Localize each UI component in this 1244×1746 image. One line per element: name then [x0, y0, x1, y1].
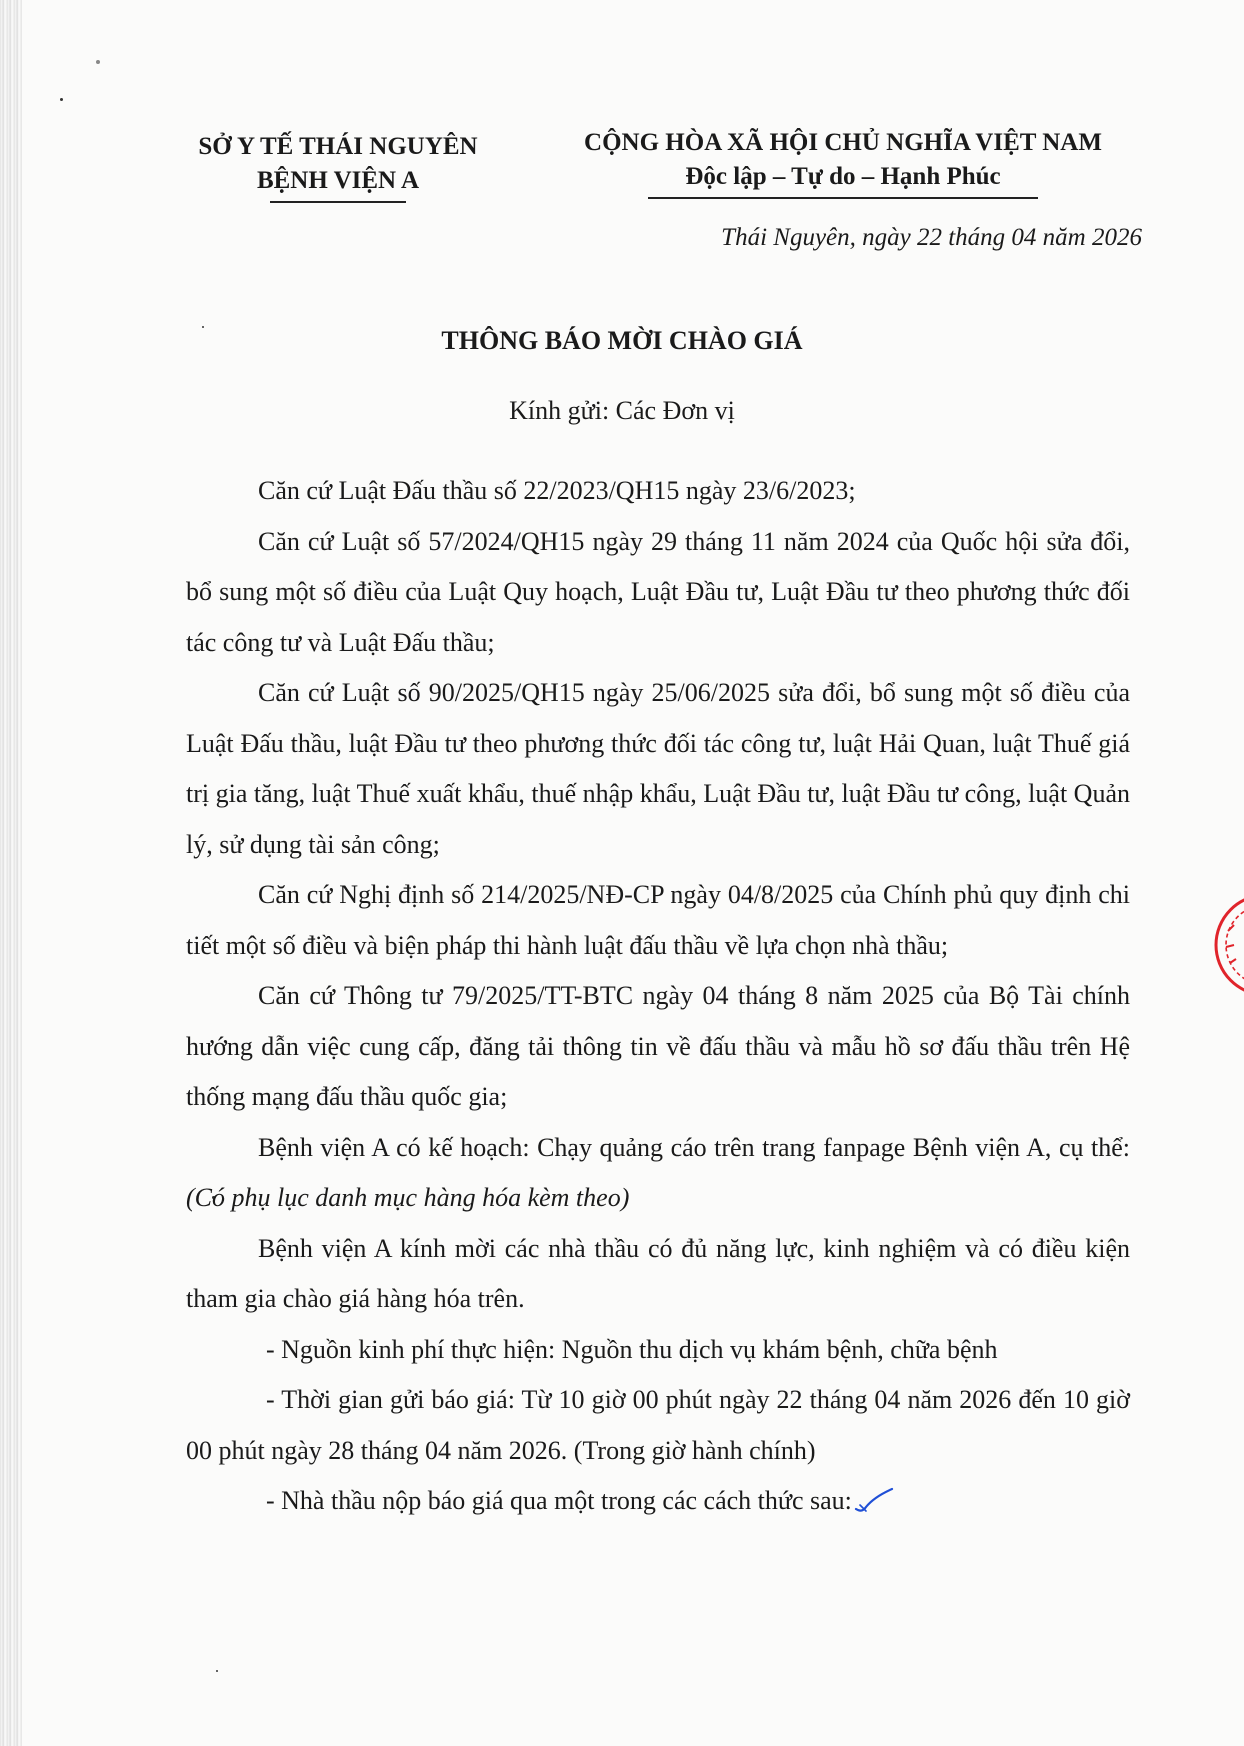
- scan-speck: [96, 60, 100, 64]
- scan-speck: [216, 1670, 218, 1672]
- appendix-note: (Có phụ lục danh mục hàng hóa kèm theo): [186, 1183, 630, 1212]
- plan-paragraph: [186, 1123, 1130, 1224]
- submission-methods: [186, 1476, 1130, 1527]
- recipient-line: Kính gửi: Các Đơn vị: [509, 396, 735, 425]
- hospital-underline: [270, 201, 406, 203]
- legal-basis-5: Căn cứ Thông tư 79/2025/TT-BTC ngày 04 tháng 8 năm 2025 của Bộ Tài chính hướng dẫn việc cung cấp, đăng tải thông tin về đấu thầu và mẫu hồ sơ đấu thầu trên Hệ thống mạng đấu thầu quốc gia;: [186, 981, 1130, 1111]
- handwritten-check-mark: [854, 1487, 894, 1513]
- scan-speck: [60, 98, 63, 101]
- document-body: [186, 466, 1130, 1527]
- date-line: Thái Nguyên, ngày 22 tháng 04 năm 2026: [721, 224, 1142, 251]
- department-name: SỞ Y TẾ THÁI NGUYÊN: [198, 133, 478, 160]
- invitation-paragraph: Bệnh viện A kính mời các nhà thầu có đủ năng lực, kinh nghiệm và có điều kiện tham gia chào giá hàng hóa trên.: [186, 1233, 1130, 1313]
- header-right: [548, 126, 1138, 199]
- legal-basis-2: Căn cứ Luật số 57/2024/QH15 ngày 29 tháng 11 năm 2024 của Quốc hội sửa đổi, bổ sung một số điều của Luật Quy hoạch, Luật Đầu tư, Luật Đầu tư theo phương thức đối tác công tư và Luật Đấu thầu;: [186, 526, 1130, 657]
- funding-source: - Nguồn kinh phí thực hiện: Nguồn thu dịch vụ khám bệnh, chữa bệnh: [266, 1334, 998, 1364]
- legal-basis-4: Căn cứ Nghị định số 214/2025/NĐ-CP ngày 04/8/2025 của Chính phủ quy định chi tiết một số điều và biện pháp thi hành luật đấu thầu về lựa chọn nhà thầu;: [186, 880, 1130, 960]
- country-name: CỘNG HÒA XÃ HỘI CHỦ NGHĨA VIỆT NAM: [584, 129, 1102, 156]
- hospital-name: BỆNH VIỆN A: [256, 167, 420, 194]
- motto-underline: [648, 197, 1038, 199]
- submission-methods-text: - Nhà thầu nộp báo giá qua một trong các cách thức sau:: [266, 1486, 852, 1515]
- header-left: [168, 130, 508, 203]
- scan-binding-edge: [0, 0, 22, 1746]
- legal-basis-1: Căn cứ Luật Đấu thầu số 22/2023/QH15 ngày 23/6/2023;: [258, 476, 856, 505]
- red-seal-stamp: [1204, 885, 1244, 1005]
- legal-basis-3: Căn cứ Luật số 90/2025/QH15 ngày 25/06/2025 sửa đổi, bổ sung một số điều của Luật Đấu thầu, luật Đầu tư theo phương thức đối tác công tư, luật Hải Quan, luật Thuế giá trị gia tăng, luật Thuế xuất khẩu, thuế nhập khẩu, Luật Đầu tư, luật Đầu tư công, luật Quản lý, sử dụng tài sản công;: [186, 678, 1130, 859]
- document-title: THÔNG BÁO MỜI CHÀO GIÁ: [441, 326, 803, 355]
- national-motto: Độc lập – Tự do – Hạnh Phúc: [685, 163, 1001, 190]
- plan-text: Bệnh viện A có kế hoạch: Chạy quảng cáo trên trang fanpage Bệnh viện A, cụ thể:: [258, 1132, 1130, 1162]
- submission-time: - Thời gian gửi báo giá: Từ 10 giờ 00 phút ngày 22 tháng 04 năm 2026 đến 10 giờ 00 phút ngày 28 tháng 04 năm 2026. (Trong giờ hành chính): [186, 1385, 1130, 1465]
